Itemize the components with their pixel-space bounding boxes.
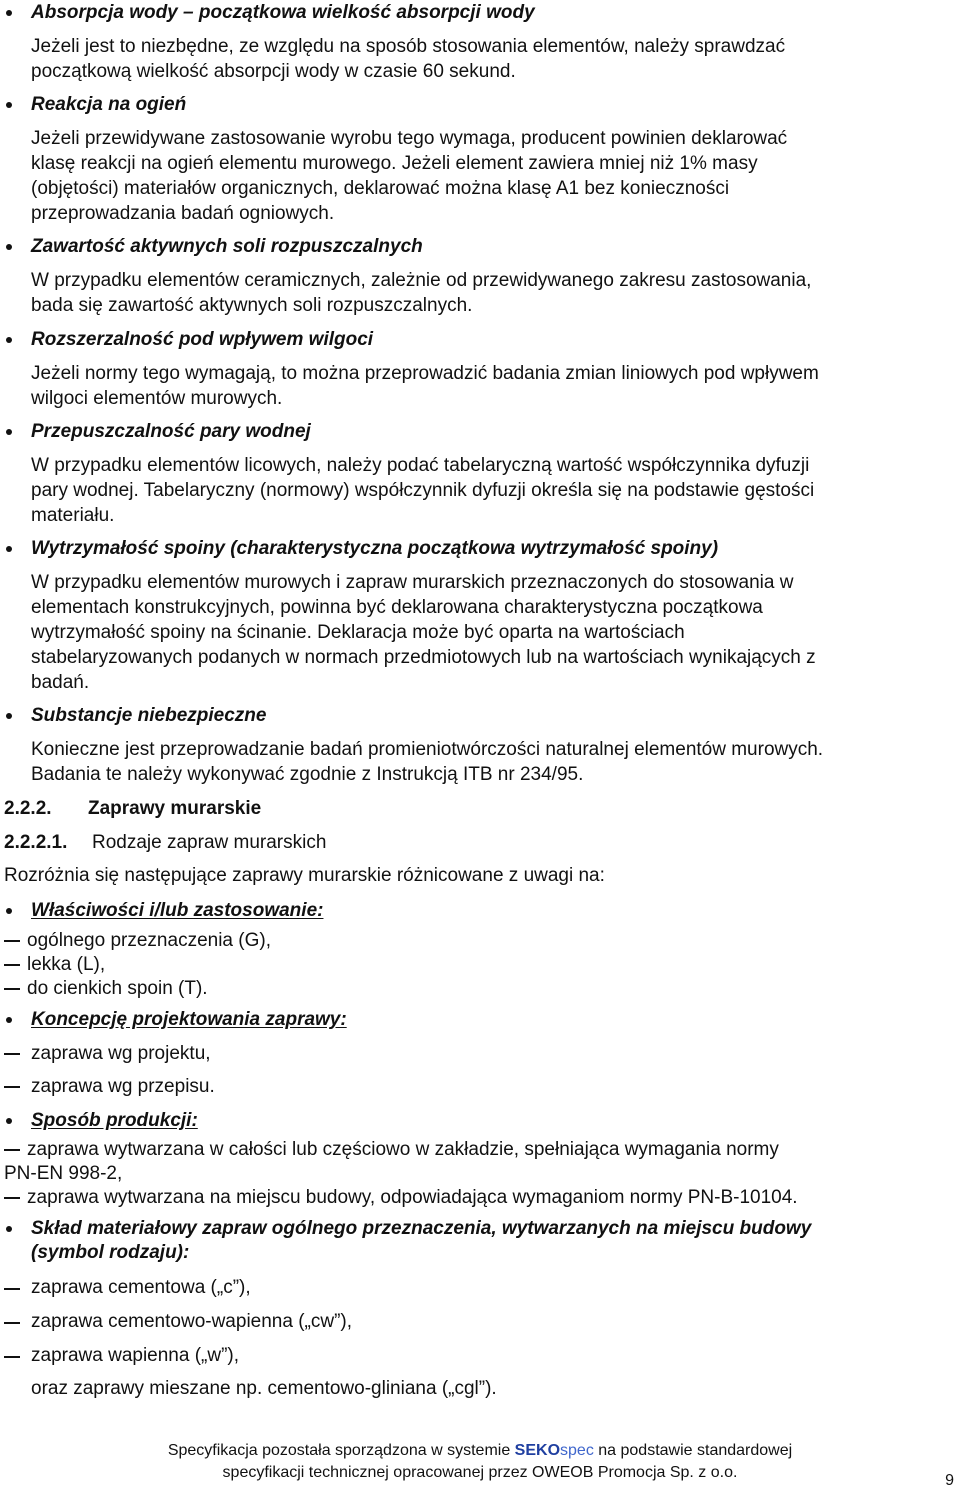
list-tail: oraz zaprawy mieszane np. cementowo-gliniana („cgl”). xyxy=(31,1378,497,1399)
body-line: przeprowadzania badań ogniowych. xyxy=(31,203,335,224)
body-line: W przypadku elementów ceramicznych, zależnie od przewidywanego zakresu zastosowania, xyxy=(31,270,812,291)
group-heading: Sposób produkcji: xyxy=(31,1110,198,1131)
body-line: Jeżeli jest to niezbędne, ze względu na sposób stosowania elementów, należy sprawdzać xyxy=(31,36,786,57)
body-line: pary wodnej. Tabelaryczny (normowy) współczynnik dyfuzji określa się na podstawie gęstości xyxy=(31,480,815,501)
body-line: stabelaryzowanych podanych w normach przedmiotowych lub na wartościach wynikających z xyxy=(31,647,816,668)
body-line: badań. xyxy=(31,672,90,693)
list-item: zaprawa wapienna („w”), xyxy=(31,1345,240,1366)
section-heading: Wytrzymałość spoiny (charakterystyczna początkowa wytrzymałość spoiny) xyxy=(31,538,719,559)
section-heading: Absorpcja wody – początkowa wielkość absorpcji wody xyxy=(31,2,535,23)
body-line: Jeżeli normy tego wymagają, to można przeprowadzić badania zmian liniowych pod wpływem xyxy=(31,363,819,384)
dash-icon xyxy=(4,1053,20,1055)
list-item: zaprawa wg projektu, xyxy=(31,1043,211,1064)
body-line: początkową wielkość absorpcji wody w czasie 60 sekund. xyxy=(31,61,516,82)
list-item: ogólnego przeznaczenia (G), xyxy=(27,930,271,951)
subsubsection-title: Rodzaje zapraw murarskich xyxy=(92,832,327,853)
bullet-icon xyxy=(6,244,12,250)
bullet-icon xyxy=(6,429,12,435)
bullet-icon xyxy=(6,908,12,914)
dash-icon xyxy=(4,988,20,990)
intro-text: Rozróżnia się następujące zaprawy murarskie różnicowane z uwagi na: xyxy=(4,865,605,886)
list-item-continuation: PN-EN 998-2, xyxy=(4,1163,123,1184)
subsection-number: 2.2.2. xyxy=(4,798,52,819)
footer-text: Specyfikacja pozostała sporządzona w systemie xyxy=(167,1442,515,1459)
dash-icon xyxy=(4,1197,20,1199)
dash-icon xyxy=(4,1086,20,1088)
section-heading: Substancje niebezpieczne xyxy=(31,705,267,726)
body-line: Konieczne jest przeprowadzanie badań promieniotwórczości naturalnej elementów murowych. xyxy=(31,739,824,760)
dash-icon xyxy=(4,1356,20,1358)
dash-icon xyxy=(4,940,20,942)
subsection-title: Zaprawy murarskie xyxy=(88,798,262,819)
list-item: zaprawa wytwarzana na miejscu budowy, odpowiadająca wymaganiom normy PN-B-10104. xyxy=(27,1187,798,1208)
footer-line-1 xyxy=(0,1440,960,1462)
page-number: 9 xyxy=(945,1472,954,1489)
section-heading: Przepuszczalność pary wodnej xyxy=(31,421,311,442)
bullet-icon xyxy=(6,1118,12,1124)
dash-icon xyxy=(4,1322,20,1324)
dash-icon xyxy=(4,1149,20,1151)
subsubsection-number: 2.2.2.1. xyxy=(4,832,68,853)
footer-text: na podstawie standardowej xyxy=(593,1442,793,1459)
bullet-icon xyxy=(6,102,12,108)
list-item: zaprawa wg przepisu. xyxy=(31,1076,215,1097)
section-heading: Reakcja na ogień xyxy=(31,94,187,115)
body-line: bada się zawartość aktywnych soli rozpuszczalnych. xyxy=(31,295,473,316)
bullet-icon xyxy=(6,713,12,719)
footer xyxy=(0,1440,960,1484)
bullet-icon xyxy=(6,337,12,343)
group-heading: Koncepcję projektowania zaprawy: xyxy=(31,1009,347,1030)
bullet-icon xyxy=(6,1226,12,1232)
body-line: elementach konstrukcyjnych, powinna być deklarowana charakterystyczna początkowa xyxy=(31,597,763,618)
section-heading: Zawartość aktywnych soli rozpuszczalnych xyxy=(31,236,423,257)
group-heading: Skład materiałowy zapraw ogólnego przeznaczenia, wytwarzanych na miejscu budowy xyxy=(31,1218,812,1239)
sekospec-logo-spec: spec xyxy=(560,1442,594,1459)
dash-icon xyxy=(4,964,20,966)
body-line: Jeżeli przewidywane zastosowanie wyrobu tego wymaga, producent powinien deklarować xyxy=(31,128,788,149)
group-heading: Właściwości i/lub zastosowanie: xyxy=(31,900,324,921)
body-line: wytrzymałość spoiny na ścinanie. Deklaracja może być oparta na wartościach xyxy=(31,622,685,643)
body-line: W przypadku elementów licowych, należy podać tabelaryczną wartość współczynnika dyfuzji xyxy=(31,455,810,476)
group-heading-continuation: (symbol rodzaju): xyxy=(31,1242,190,1263)
bullet-icon xyxy=(6,1017,12,1023)
list-item: zaprawa wytwarzana w całości lub częściowo w zakładzie, spełniająca wymagania normy xyxy=(27,1139,779,1160)
list-item: lekka (L), xyxy=(27,954,106,975)
body-line: materiału. xyxy=(31,505,115,526)
body-line: W przypadku elementów murowych i zapraw murarskich przeznaczonych do stosowania w xyxy=(31,572,794,593)
bullet-icon xyxy=(6,10,12,16)
sekospec-logo-seko: SEKO xyxy=(514,1442,561,1459)
list-item: zaprawa cementowa („c”), xyxy=(31,1277,251,1298)
body-line: Badania te należy wykonywać zgodnie z Instrukcją ITB nr 234/95. xyxy=(31,764,584,785)
list-item: do cienkich spoin (T). xyxy=(27,978,208,999)
footer-line-2: specyfikacji technicznej opracowanej przez OWEOB Promocja Sp. z o.o. xyxy=(222,1464,738,1481)
body-line: wilgoci elementów murowych. xyxy=(31,388,283,409)
section-heading: Rozszerzalność pod wpływem wilgoci xyxy=(31,329,374,350)
body-line: klasę reakcji na ogień elementu murowego. Jeżeli element zawiera mniej niż 1% masy xyxy=(31,153,758,174)
list-item: zaprawa cementowo-wapienna („cw”), xyxy=(31,1311,353,1332)
dash-icon xyxy=(4,1288,20,1290)
bullet-icon xyxy=(6,546,12,552)
body-line: (objętości) materiałów organicznych, deklarować można klasę A1 bez konieczności xyxy=(31,178,730,199)
